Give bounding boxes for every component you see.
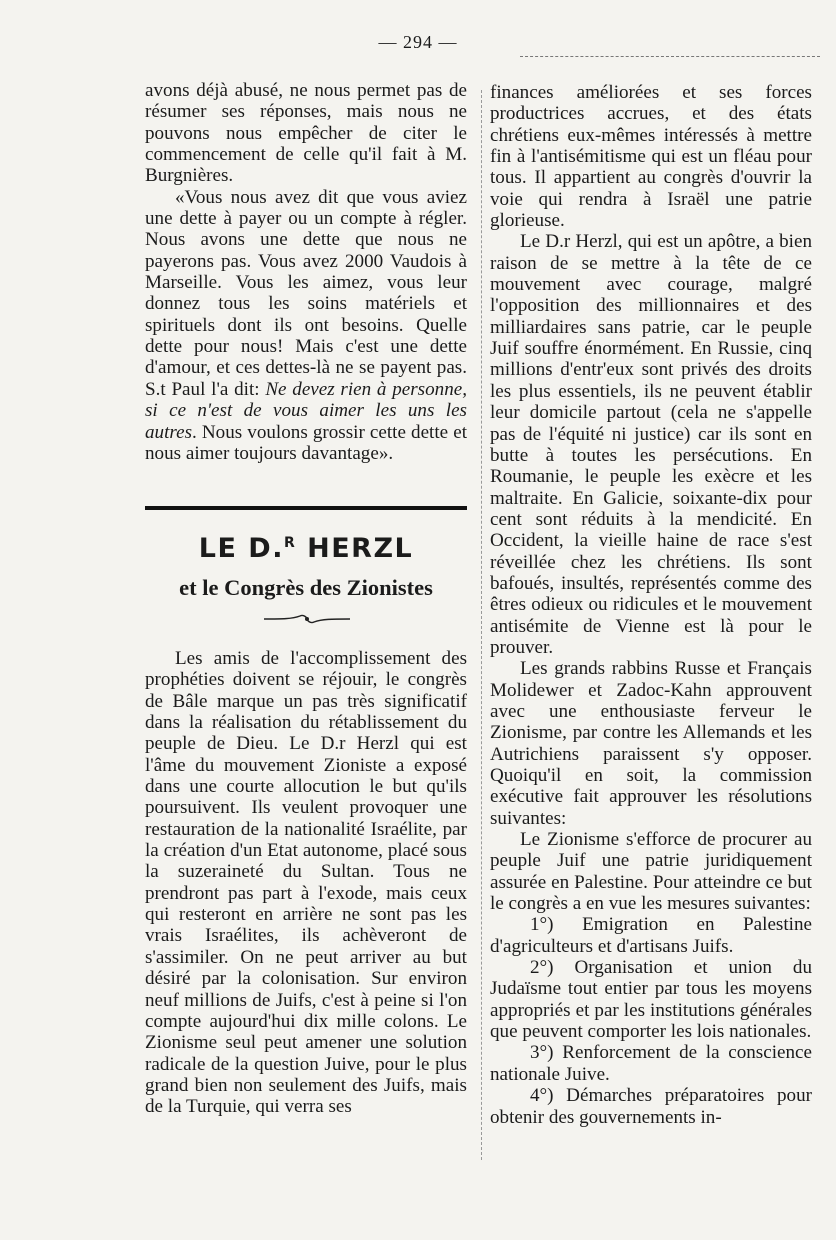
title-sup: R (283, 535, 297, 551)
right-paragraph-3: Les grands rabbins Russe et Français Molidewer et Zadoc-Kahn approuvent avec une enthousiaste ferveur le Zionisme, par contre les Allemands et les Autrichiens paraissent s'y opposer. Quoiqu'il en soit, la commission exécutive fait approuver les résolutions suivantes: (490, 658, 812, 829)
left-column-top (145, 80, 467, 464)
ornament-icon (262, 612, 352, 626)
page-number: — 294 — (378, 32, 458, 52)
article-intro: Les amis de l'accomplissement des prophéties doivent se réjouir, le congrès de Bâle marque un pas très significatif dans la réalisation du rétablissement du peuple de Dieu. Le D.r Herzl qui est l'âme du mouvement Zioniste a exposé dans une courte allocution le but qu'ils poursuivent. Ils veulent provoquer une restauration de la nationalité Israélite, par la création d'un Etat autonome, placé sous la suzeraineté du Sultan. Tous ne prendront pas part à l'exode, mais ceux qui resteront en arrière ne sont pas les vrais Israélites, ils achèveront de s'assimiler. On ne peut arriver au but désiré par la colonisation. Sur environ neuf millions de Juifs, c'est à peine si l'on compte aujourd'hui dix mille colons. Le Zionisme seul peut amener une solution radicale de la question Juive, pour le plus grand bien non seulement des Juifs, mais de la Turquie, qui verra ses (145, 648, 467, 1118)
measure-3: 3°) Renforcement de la conscience nationale Juive. (490, 1042, 812, 1085)
right-paragraph-2: Le D.r Herzl, qui est un apôtre, a bien raison de se mettre à la tête de ce mouvement avec courage, malgré l'opposition des millionnaires et des milliardaires sans patrie, car le peuple Juif souffre énormément. En Russie, cinq millions d'entr'eux sont privés des droits les plus essentiels, ils ne peuvent établir leur domicile partout (cela ne s'appelle pas de l'équité ni justice) car ils sont en butte à toutes les persécutions. En Roumanie, le peuple les exècre et les maltraite. En Galicie, soixante-dix pour cent sont réduits à la mendicité. En Occident, la vieille haine de race s'est réveillée chez les chrétiens. Ils sont bafoués, insultés, représentés comme des êtres odieux ou ridicules et le mouvement antisémite de Vienne est là pour le prouver. (490, 231, 812, 658)
title-main: LE D. (198, 533, 284, 564)
header-rule (520, 56, 820, 57)
article-subtitle: et le Congrès des Zionistes (179, 575, 433, 600)
left-paragraph-2 (145, 187, 467, 464)
measure-2: 2°) Organisation et union du Judaïsme tout entier par tous les moyens appropriés et par les institutions générales que peuvent comporter les lois nationales. (490, 957, 812, 1043)
section-divider (145, 506, 467, 510)
measure-4: 4°) Démarches préparatoires pour obtenir des gouvernements in- (490, 1085, 812, 1128)
right-column (490, 82, 812, 1128)
left-column-article (145, 648, 467, 1118)
quote-text: «Vous nous avez dit que vous aviez une dette à payer ou un compte à régler. Nous avons une dette que nous ne payerons pas. Vous avez 2000 Vaudois à Marseille. Vous les aimez, vous leur donnez tous les soins matériels et spirituels dont ils ont besoins. Quelle dette pour nous! Mais c'est une dette d'amour, et ces dettes-là ne se payent pas. S.t Paul l'a dit: (145, 186, 467, 400)
left-paragraph-1: avons déjà abusé, ne nous permet pas de résumer ses réponses, mais nous ne pouvons nous empêcher de citer le commencement de celle qu'il fait à M. Burgnières. (145, 80, 467, 187)
right-paragraph-1: finances améliorées et ses forces productrices accrues, et des états chrétiens eux-mêmes intéressés à mettre fin à l'antisémitisme qui est un fléau pour tous. Il appartient au congrès d'ouvrir la voie qui rendra à Israël une patrie glorieuse. (490, 82, 812, 232)
measure-1: 1°) Emigration en Palestine d'agriculteurs et d'artisans Juifs. (490, 914, 812, 957)
article-title (145, 533, 467, 564)
quote-end: . Nous voulons grossir cette dette et nous aimer toujours davantage». (145, 421, 467, 464)
right-paragraph-4: Le Zionisme s'efforce de procurer au peuple Juif une patrie juridiquement assurée en Palestine. Pour atteindre ce but le congrès a en vue les mesures suivantes: (490, 829, 812, 915)
quote-italic: Ne devez rien à personne, si ce n'est de vous aimer les uns les autres (145, 378, 467, 443)
title-end: HERZL (296, 533, 414, 564)
column-divider (481, 90, 482, 1160)
